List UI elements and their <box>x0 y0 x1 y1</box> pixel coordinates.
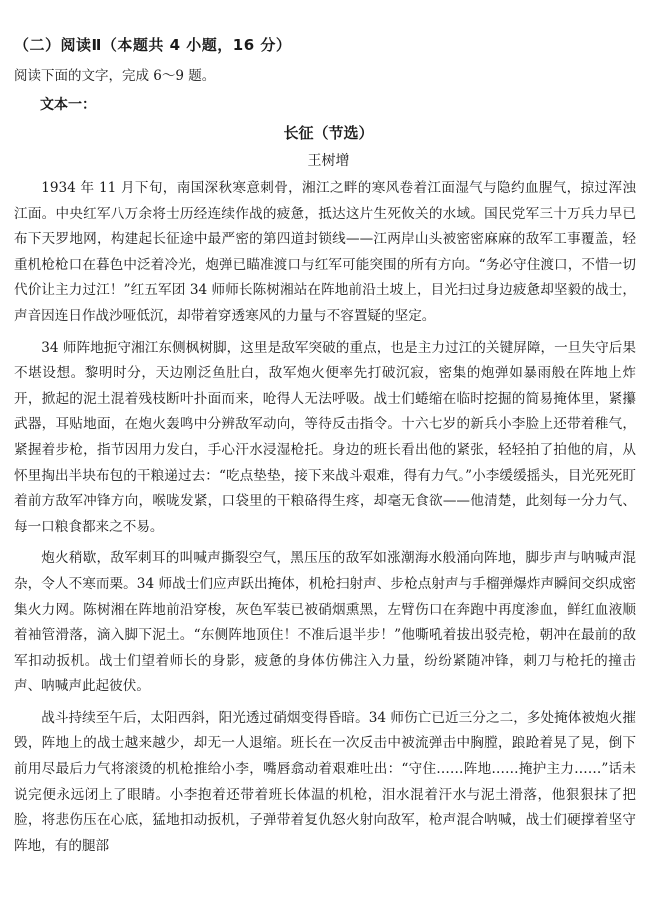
section-title: （二）阅读Ⅱ（本题共 4 小题，16 分） <box>14 36 292 54</box>
text-label: 文本一： <box>40 97 96 113</box>
paragraph: 34 师阵地扼守湘江东侧枫树脚，这里是敌军突破的重点，也是主力过江的关键屏障，一旦失守后果不堪设想。黎明时分，天边刚泛鱼肚白，敌军炮火便率先打破沉寂，密集的炮弹如暴雨般在阵地上炸开，掀起的泥土混着残枝断叶扑面而来，呛得人无法呼吸。战士们蜷缩在临时挖掘的简易掩体里，紧攥武器，耳贴地面，在炮火轰鸣中分辨敌军动向，等待反击指令。十六七岁的新兵小李脸上还带着稚气，紧握着步枪，指节因用力发白，手心汗水浸湿枪托。身边的班长看出他的紧张，轻轻拍了拍他的肩，从怀里掏出半块布包的干粮递过去：“吃点垫垫，接下来战斗艰难，得有力气。”小李缓缓摇头，目光死死盯着前方敌军冲锋方向，喉咙发紧，口袋里的干粮硌得生疼，却毫无食欲——他清楚，此刻每一分力气、每一口粮食都来之不易。 <box>14 339 636 535</box>
instruction-text: 阅读下面的文字，完成 6～9 题。 <box>14 68 216 84</box>
bottom-fade-overlay <box>0 883 657 923</box>
article-title: 长征（节选） <box>283 124 374 142</box>
paragraph: 炮火稍歇，敌军刺耳的叫喊声撕裂空气，黑压压的敌军如涨潮海水般涌向阵地，脚步声与呐喊声混杂，令人不寒而栗。34 师战士们应声跃出掩体，机枪扫射声、步枪点射声与手榴弹爆炸声瞬间交织成密集火力网。陈树湘在阵地前沿穿梭，灰色军装已被硝烟熏黑，左臂伤口在奔跑中再度渗血，鲜红血液顺着袖管滑落，滴入脚下泥土。“东侧阵地顶住！不准后退半步！”他嘶吼着拔出驳壳枪，朝冲在最前的敌军扣动扳机。战士们望着师长的身影，疲惫的身体仿佛注入力量，纷纷紧随冲锋，刺刀与枪托的撞击声、呐喊声此起彼伏。 <box>14 550 636 695</box>
paragraph: 1934 年 11 月下旬，南国深秋寒意刺骨，湘江之畔的寒风卷着江面湿气与隐约血腥气，掠过浑浊江面。中央红军八万余将士历经连续作战的疲惫，抵达这片生死攸关的水域。国民党军三十万兵力早已布下天罗地网，构建起长征途中最严密的第四道封锁线——江两岸山头被密密麻麻的敌军工事覆盖，轻重机枪枪口在暮色中泛着冷光，炮弹已瞄准渡口与红军可能突围的所有方向。“务必守住渡口，不惜一切代价让主力过江！”红五军团 34 师师长陈树湘站在阵地前沿土坡上，目光扫过身边疲惫却坚毅的战士，声音因连日作战沙哑低沉，却带着穿透寒风的力量与不容置疑的坚定。 <box>14 180 636 324</box>
article-author: 王树增 <box>307 153 350 169</box>
paragraph: 战斗持续至午后，太阳西斜，阳光透过硝烟变得昏暗。34 师伤亡已近三分之二，多处掩体被炮火摧毁，阵地上的战士越来越少，却无一人退缩。班长在一次反击中被流弹击中胸膛，踉跄着晃了晃，倒下前用尽最后力气将滚烫的机枪推给小李，嘴唇翕动着艰难吐出：“守住……阵地……掩护主力……”话未说完便永远闭上了眼睛。小李抱着还带着班长体温的机枪，泪水混着汗水与泥土滑落，他狠狠抹了把脸，将悲伤压在心底，猛地扣动扳机，子弹带着复仇怒火射向敌军，枪声混合呐喊，战士们硬撑着坚守阵地，有的腿部 <box>14 709 636 854</box>
article-body <box>14 176 636 865</box>
